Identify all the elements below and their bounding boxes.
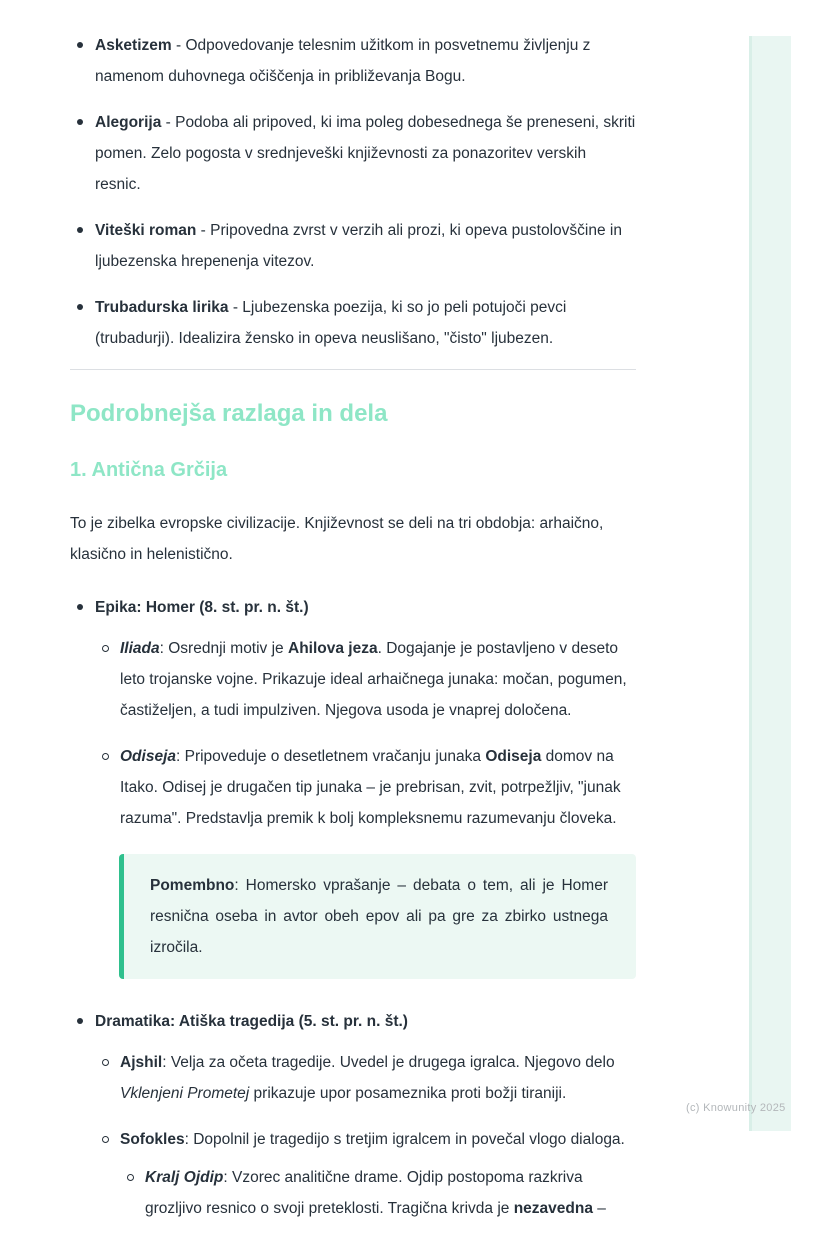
section-heading: Podrobnejša razlaga in dela bbox=[70, 400, 388, 427]
term-item-asketizem bbox=[70, 30, 636, 92]
term-item-alegorija bbox=[70, 107, 636, 200]
bullet-icon bbox=[77, 1018, 83, 1024]
terms-list bbox=[70, 30, 636, 354]
work-text: Kralj Ojdip: Vzorec analitične drame. Ojdip postopoma razkriva grozljivo resnico o svoji preteklosti. Tragična krivda je nezavedna – bbox=[145, 1169, 606, 1217]
section-divider bbox=[70, 369, 636, 370]
circle-bullet-icon bbox=[102, 1059, 109, 1066]
term-text: Asketizem - Odpovedovanje telesnim užitkom in posvetnemu življenju z namenom duhovnega očiščenja in približevanja Bogu. bbox=[95, 37, 591, 85]
sofokles-works-list bbox=[120, 1162, 636, 1224]
work-text: Odiseja: Pripoveduje o desetletnem vračanju junaka Odiseja domov na Itako. Odisej je drugačen tip junaka – je prebrisan, zvit, potrpežljiv, "junak razuma". Predstavlja premik k bolj kompleksnemu razumevanju človeka. bbox=[120, 748, 621, 827]
author-text: Sofokles: Dopolnil je tragedijo s tretjim igralcem in povečal vlogo dialoga. bbox=[120, 1131, 625, 1148]
term-text: Viteški roman - Pripovedna zvrst v verzih ali prozi, ki opeva pustolovščine in ljubezenska hrepenenja vitezov. bbox=[95, 222, 622, 270]
epika-works-list bbox=[95, 633, 636, 834]
work-item-kralj-ojdip bbox=[120, 1162, 636, 1224]
circle-bullet-icon bbox=[102, 1136, 109, 1143]
work-item-odiseja bbox=[95, 741, 636, 834]
topic-item-dramatika bbox=[70, 1006, 636, 1224]
bullet-icon bbox=[77, 604, 83, 610]
circle-bullet-icon bbox=[127, 1174, 134, 1181]
circle-bullet-icon bbox=[102, 753, 109, 760]
subsection-heading: 1. Antična Grčija bbox=[70, 459, 228, 481]
work-text: Iliada: Osrednji motiv je Ahilova jeza. Dogajanje je postavljeno v deseto leto trojanske vojne. Prikazuje ideal arhaičnega junaka: močan, pogumen, častiželjen, a tudi impulziven. Njegova usoda je vnaprej določena. bbox=[120, 640, 627, 719]
intro-paragraph: To je zibelka evropske civilizacije. Književnost se deli na tri obdobja: arhaično, klasično in helenistično. bbox=[70, 515, 604, 563]
term-item-viteski-roman bbox=[70, 215, 636, 277]
bullet-icon bbox=[77, 42, 83, 48]
topic-item-epika bbox=[70, 592, 636, 979]
work-item-iliada bbox=[95, 633, 636, 726]
term-text: Trubadurska lirika - Ljubezenska poezija, ki so jo peli potujoči pevci (trubadurji). Idealizira žensko in opeva neuslišano, "čisto" ljubezen. bbox=[95, 299, 567, 347]
author-item-sofokles bbox=[95, 1124, 636, 1224]
dramatika-authors-list bbox=[95, 1047, 636, 1224]
term-item-trubadurska-lirika bbox=[70, 292, 636, 354]
term-text: Alegorija - Podoba ali pripoved, ki ima poleg dobesednega še preneseni, skriti pomen. Zelo pogosta v srednjeveški književnosti za ponazoritev verskih resnic. bbox=[95, 114, 636, 193]
bullet-icon bbox=[77, 119, 83, 125]
bullet-icon bbox=[77, 304, 83, 310]
document-page bbox=[70, 30, 636, 1239]
topics-list bbox=[70, 592, 636, 1224]
author-text: Ajshil: Velja za očeta tragedije. Uvedel je drugega igralca. Njegovo delo Vklenjeni Prometej prikazuje upor posameznika proti božji tiraniji. bbox=[120, 1054, 615, 1102]
side-accent-strip bbox=[749, 36, 791, 1131]
callout-text: Pomembno: Homersko vprašanje – debata o tem, ali je Homer resnična oseba in avtor obeh epov ali pa gre za zbirko ustnega izročila. bbox=[150, 877, 608, 956]
topic-heading: Dramatika: Atiška tragedija (5. st. pr. n. št.) bbox=[95, 1013, 408, 1030]
circle-bullet-icon bbox=[102, 645, 109, 652]
topic-heading: Epika: Homer (8. st. pr. n. št.) bbox=[95, 599, 309, 616]
author-item-ajshil bbox=[95, 1047, 636, 1109]
bullet-icon bbox=[77, 227, 83, 233]
callout-box bbox=[119, 854, 636, 979]
footer-copyright: (c) Knowunity 2025 bbox=[686, 1102, 786, 1114]
